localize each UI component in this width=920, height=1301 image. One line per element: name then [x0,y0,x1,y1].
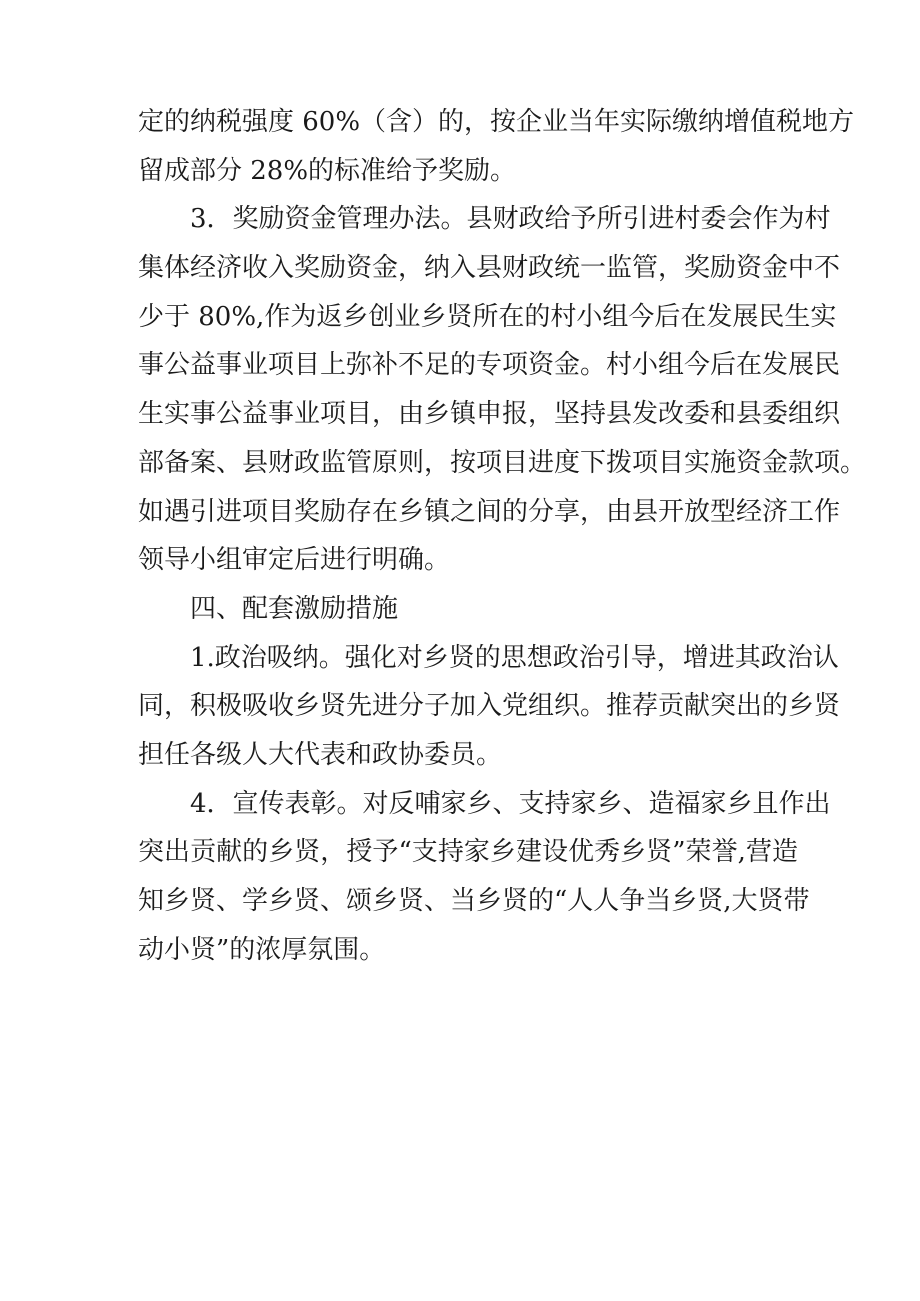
text-line: 同，积极吸收乡贤先进分子加入党组织。推荐贡献突出的乡贤 [138,691,841,722]
text-line: 领导小组审定后进行明确。 [138,545,451,576]
heading-text: 四、配套激励措施 [190,593,399,624]
text-line: 定的纳税强度 60%（含）的，按企业当年实际缴纳增值税地方 [138,107,855,137]
text-line: 如遇引进项目奖励存在乡镇之间的分享，由县开放型经济工作 [138,496,841,527]
text-line: 少于 80%,作为返乡创业乡贤所在的村小组今后在发展民生实 [138,301,837,332]
text-line: 突出贡献的乡贤，授予“支持家乡建设优秀乡贤”荣誉,营造 [138,837,798,868]
text-line: 事公益事业项目上弥补不足的专项资金。村小组今后在发展民 [138,350,841,381]
text-line: 集体经济收入奖励资金，纳入县财政统一监管，奖励资金中不 [138,253,841,284]
paragraph-tax-reward [138,98,855,195]
text-line: 1.政治吸纳。强化对乡贤的思想政治引导，增进其政治认 [190,642,839,673]
text-line: 3．奖励资金管理办法。县财政给予所引进村委会作为村 [190,204,831,235]
text-line: 动小贤”的浓厚氛围。 [138,934,386,965]
text-line: 知乡贤、学乡贤、颂乡贤、当乡贤的“人人争当乡贤,大贤带 [138,886,810,916]
text-line: 担任各级人大代表和政协委员。 [138,739,503,770]
text-line: 留成部分 28%的标准给予奖励。 [138,155,517,186]
text-line: 生实事公益事业项目，由乡镇申报，坚持县发改委和县委组织 [138,399,841,430]
paragraph-publicity-commendation [138,780,831,975]
document-body [138,98,867,974]
text-line: 部备案、县财政监管原则，按项目进度下拨项目实施资金款项。 [138,447,867,478]
paragraph-political-absorption [138,634,841,780]
paragraph-fund-management [138,195,867,585]
text-line: 4．宣传表彰。对反哺家乡、支持家乡、造福家乡且作出 [190,788,831,819]
section-heading [138,585,798,634]
